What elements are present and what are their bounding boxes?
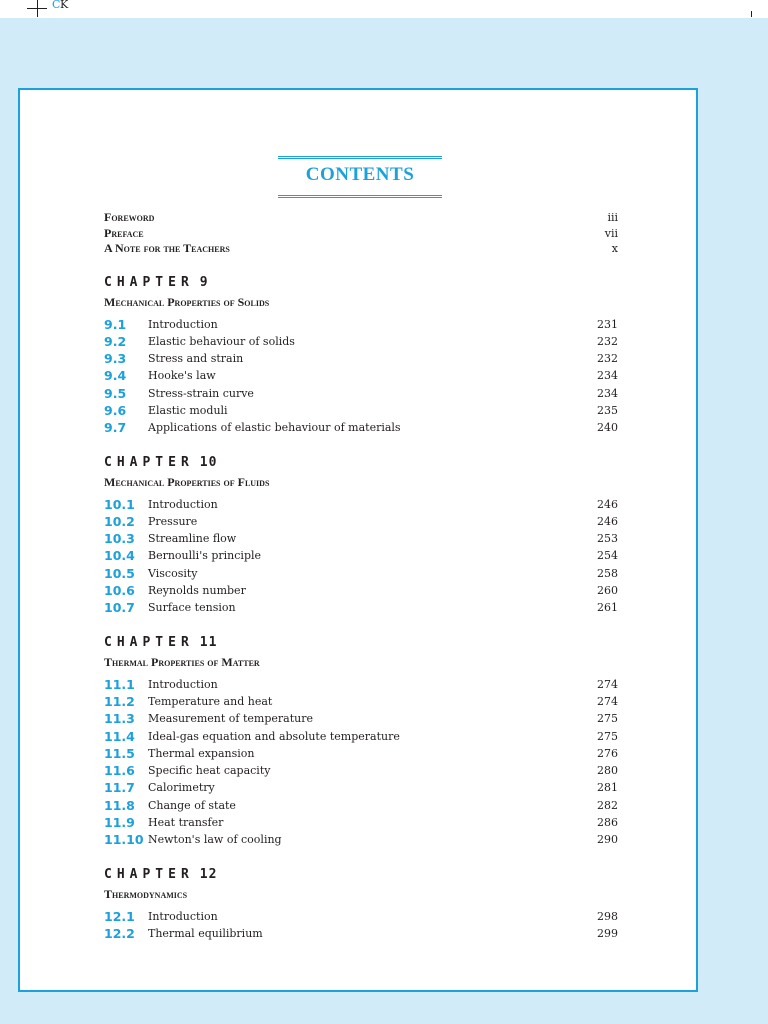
- front-matter-label: Foreword: [104, 210, 155, 224]
- section-title: Ideal-gas equation and absolute temperature: [148, 729, 400, 743]
- chapter-block: [104, 634, 618, 849]
- chapter-title[interactable]: Mechanical Properties of Solids: [104, 294, 270, 309]
- section-number: 11.5: [104, 745, 135, 761]
- chapter-number: 9: [199, 274, 209, 290]
- toc-entry[interactable]: [104, 513, 618, 530]
- section-title: Pressure: [148, 514, 198, 528]
- section-title: Reynolds number: [148, 584, 246, 598]
- toc-entry[interactable]: [104, 333, 618, 350]
- section-page: 234: [597, 386, 618, 400]
- toc-entry[interactable]: [104, 779, 618, 796]
- section-number: 11.8: [104, 797, 135, 813]
- section-page: 234: [597, 369, 618, 383]
- section-page: 260: [597, 584, 618, 598]
- toc-entry[interactable]: [104, 676, 618, 693]
- toc-entry[interactable]: [104, 745, 618, 762]
- section-page: 286: [597, 816, 618, 830]
- section-number: 9.7: [104, 420, 127, 436]
- section-page: 298: [597, 909, 618, 923]
- chapter-list: [104, 274, 618, 943]
- front-matter-list: [104, 210, 618, 257]
- section-number: 9.4: [104, 368, 127, 384]
- section-title: Measurement of temperature: [148, 712, 313, 726]
- toc-entry[interactable]: [104, 925, 618, 942]
- toc-entry[interactable]: [104, 402, 618, 419]
- section-page: 231: [597, 317, 618, 331]
- section-title: Viscosity: [148, 566, 198, 580]
- section-number: 9.3: [104, 351, 127, 367]
- section-page: 274: [597, 694, 618, 708]
- section-number: 12.2: [104, 925, 135, 941]
- section-title: Introduction: [148, 497, 218, 511]
- section-title: Applications of elastic behaviour of materials: [148, 421, 401, 435]
- section-page: 254: [597, 549, 618, 563]
- front-matter-page: vii: [604, 226, 618, 240]
- section-number: 10.4: [104, 548, 135, 564]
- toc-body: [104, 210, 618, 942]
- front-matter-item[interactable]: [104, 241, 618, 257]
- section-title: Specific heat capacity: [148, 764, 271, 778]
- section-title: Hooke's law: [148, 369, 216, 383]
- front-matter-item[interactable]: [104, 226, 618, 242]
- section-number: 11.2: [104, 693, 135, 709]
- chapter-number: 11: [199, 634, 218, 650]
- chapter-heading: [104, 454, 618, 472]
- section-number: 11.3: [104, 711, 135, 727]
- section-page: 275: [597, 729, 618, 743]
- chapter-block: [104, 866, 618, 943]
- section-title: Calorimetry: [148, 781, 215, 795]
- section-page: 258: [597, 566, 618, 580]
- toc-entry[interactable]: [104, 350, 618, 367]
- section-page: 240: [597, 421, 618, 435]
- section-number: 11.7: [104, 780, 135, 796]
- contents-title-box: [278, 156, 442, 198]
- chapter-heading: [104, 866, 618, 884]
- chapter-label: CHAPTER: [104, 274, 194, 290]
- section-page: 253: [597, 532, 618, 546]
- chapter-title[interactable]: Thermodynamics: [104, 886, 188, 901]
- toc-entry[interactable]: [104, 797, 618, 814]
- toc-entry[interactable]: [104, 710, 618, 727]
- section-title: Surface tension: [148, 601, 236, 615]
- section-page: 232: [597, 334, 618, 348]
- front-matter-label: Preface: [104, 225, 144, 240]
- section-number: 10.5: [104, 565, 135, 581]
- chapter-number: 10: [199, 454, 218, 470]
- section-title: Heat transfer: [148, 816, 224, 830]
- section-page: 299: [597, 926, 618, 940]
- section-number: 9.6: [104, 402, 127, 418]
- section-title: Stress and strain: [148, 352, 244, 366]
- chapter-block: [104, 274, 618, 437]
- toc-entry[interactable]: [104, 814, 618, 831]
- registration-mark-cyan: C: [52, 0, 61, 11]
- front-matter-label: A Note for the Teachers: [104, 241, 230, 255]
- top-margin-strip: [0, 0, 768, 18]
- registration-mark-black: K: [60, 0, 69, 11]
- toc-entry[interactable]: [104, 831, 618, 848]
- section-title: Introduction: [148, 677, 218, 691]
- chapter-block: [104, 454, 618, 617]
- section-number: 10.3: [104, 531, 135, 547]
- section-title: Streamline flow: [148, 532, 237, 546]
- section-title: Temperature and heat: [148, 694, 273, 708]
- section-title: Elastic moduli: [148, 403, 228, 417]
- chapter-label: CHAPTER: [104, 866, 194, 882]
- section-page: 232: [597, 352, 618, 366]
- trim-tick-icon: [751, 11, 752, 17]
- section-page: 280: [597, 764, 618, 778]
- section-number: 11.4: [104, 728, 135, 744]
- section-page: 235: [597, 403, 618, 417]
- section-page: 274: [597, 677, 618, 691]
- section-title: Elastic behaviour of solids: [148, 334, 295, 348]
- toc-entry[interactable]: [104, 565, 618, 582]
- section-number: 10.7: [104, 600, 135, 616]
- section-title: Thermal expansion: [148, 746, 255, 760]
- section-number: 11.10: [104, 832, 144, 848]
- chapter-label: CHAPTER: [104, 454, 194, 470]
- section-title: Bernoulli's principle: [148, 549, 262, 563]
- toc-entry[interactable]: [104, 599, 618, 616]
- toc-entry[interactable]: [104, 582, 618, 599]
- toc-entry[interactable]: [104, 496, 618, 513]
- section-page: 261: [597, 601, 618, 615]
- section-page: 281: [597, 781, 618, 795]
- section-page: 282: [597, 798, 618, 812]
- toc-entry[interactable]: [104, 547, 618, 564]
- section-page: 275: [597, 712, 618, 726]
- section-title: Introduction: [148, 909, 218, 923]
- page-title: CONTENTS: [305, 164, 415, 185]
- chapter-heading: [104, 274, 618, 292]
- section-title: Newton's law of cooling: [148, 833, 282, 847]
- toc-entry[interactable]: [104, 728, 618, 745]
- front-matter-page: x: [611, 242, 618, 255]
- chapter-title[interactable]: Thermal Properties of Matter: [104, 654, 260, 669]
- section-number: 11.9: [104, 815, 135, 831]
- section-number: 10.6: [104, 583, 135, 599]
- chapter-title[interactable]: Mechanical Properties of Fluids: [104, 474, 270, 489]
- front-matter-item[interactable]: [104, 210, 618, 226]
- section-number: 11.6: [104, 763, 135, 779]
- section-title: Change of state: [148, 798, 236, 812]
- section-page: 246: [597, 497, 618, 511]
- section-number: 9.5: [104, 385, 127, 401]
- section-title: Stress-strain curve: [148, 386, 254, 400]
- crop-mark-vertical: [37, 0, 38, 17]
- toc-entry[interactable]: [104, 316, 618, 333]
- front-matter-page: iii: [607, 211, 618, 224]
- toc-entry[interactable]: [104, 530, 618, 547]
- chapter-label: CHAPTER: [104, 634, 194, 650]
- section-title: Thermal equilibrium: [148, 926, 263, 940]
- section-number: 11.1: [104, 676, 135, 692]
- section-page: 290: [597, 833, 618, 847]
- section-page: 276: [597, 746, 618, 760]
- toc-entry[interactable]: [104, 693, 618, 710]
- section-number: 9.2: [104, 333, 127, 349]
- section-number: 10.1: [104, 496, 135, 512]
- section-number: 9.1: [104, 316, 127, 332]
- section-number: 12.1: [104, 908, 135, 924]
- section-page: 246: [597, 514, 618, 528]
- section-title: Introduction: [148, 317, 218, 331]
- toc-entry[interactable]: [104, 419, 618, 436]
- section-number: 10.2: [104, 513, 135, 529]
- chapter-heading: [104, 634, 618, 652]
- toc-entry[interactable]: [104, 908, 618, 925]
- chapter-number: 12: [199, 866, 218, 882]
- toc-entry[interactable]: [104, 367, 618, 384]
- contents-page: [18, 88, 698, 992]
- toc-entry[interactable]: [104, 385, 618, 402]
- toc-entry[interactable]: [104, 762, 618, 779]
